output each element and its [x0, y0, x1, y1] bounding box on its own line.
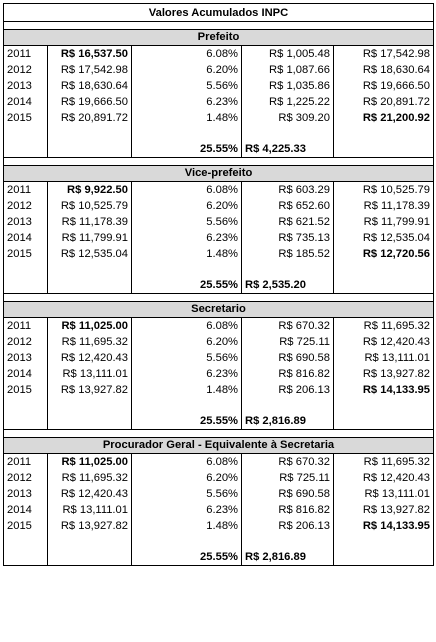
- base-value-cell: R$ 17,542.98: [48, 62, 132, 78]
- percent-cell: 6.08%: [132, 454, 242, 471]
- final-value-cell: R$ 19,666.50: [334, 78, 434, 94]
- table-row: [4, 110, 434, 126]
- blank-cell: [4, 534, 48, 548]
- year-cell: 2015: [4, 110, 48, 126]
- section-separator: [4, 158, 434, 166]
- table-row: [4, 318, 434, 335]
- percent-cell: 6.20%: [132, 62, 242, 78]
- increase-cell: R$ 725.11: [242, 334, 334, 350]
- blank-cell: [242, 262, 334, 276]
- base-value-cell: R$ 11,025.00: [48, 454, 132, 471]
- base-value-cell: R$ 13,927.82: [48, 382, 132, 398]
- blank-row: [4, 262, 434, 276]
- base-value-cell: R$ 11,799.91: [48, 230, 132, 246]
- increase-cell: R$ 206.13: [242, 518, 334, 534]
- blank-cell: [48, 534, 132, 548]
- base-value-cell: R$ 13,111.01: [48, 366, 132, 382]
- year-cell: 2012: [4, 334, 48, 350]
- base-value-cell: R$ 11,695.32: [48, 470, 132, 486]
- increase-cell: R$ 816.82: [242, 502, 334, 518]
- percent-cell: 6.23%: [132, 94, 242, 110]
- table-body: [4, 4, 434, 566]
- table-row: [4, 198, 434, 214]
- blank-cell: [4, 276, 48, 294]
- percent-cell: 1.48%: [132, 382, 242, 398]
- total-percent: 25.55%: [132, 140, 242, 158]
- table-row: [4, 382, 434, 398]
- year-cell: 2014: [4, 94, 48, 110]
- table-row: [4, 334, 434, 350]
- total-percent: 25.55%: [132, 548, 242, 566]
- blank-row: [4, 398, 434, 412]
- blank-cell: [242, 534, 334, 548]
- year-cell: 2013: [4, 214, 48, 230]
- base-value-cell: R$ 13,111.01: [48, 502, 132, 518]
- blank-cell: [334, 262, 434, 276]
- spreadsheet: [3, 3, 433, 566]
- blank-cell: [4, 262, 48, 276]
- table-row: [4, 94, 434, 110]
- final-value-cell: R$ 11,799.91: [334, 214, 434, 230]
- increase-cell: R$ 185.52: [242, 246, 334, 262]
- final-value-cell: R$ 12,420.43: [334, 334, 434, 350]
- blank-cell: [334, 126, 434, 140]
- base-value-cell: R$ 12,535.04: [48, 246, 132, 262]
- base-value-cell: R$ 20,891.72: [48, 110, 132, 126]
- blank-cell: [48, 262, 132, 276]
- final-value-cell: R$ 13,111.01: [334, 486, 434, 502]
- table-row: [4, 246, 434, 262]
- percent-cell: 5.56%: [132, 214, 242, 230]
- year-cell: 2014: [4, 366, 48, 382]
- blank-cell: [4, 412, 48, 430]
- blank-cell: [334, 548, 434, 566]
- total-row: [4, 140, 434, 158]
- table-row: [4, 502, 434, 518]
- separator-cell: [4, 22, 434, 30]
- total-value: R$ 4,225.33: [242, 140, 334, 158]
- final-value-cell: R$ 11,695.32: [334, 454, 434, 471]
- base-value-cell: R$ 12,420.43: [48, 350, 132, 366]
- percent-cell: 6.23%: [132, 502, 242, 518]
- percent-cell: 6.20%: [132, 334, 242, 350]
- section-header: [4, 30, 434, 46]
- percent-cell: 6.20%: [132, 470, 242, 486]
- blank-cell: [132, 534, 242, 548]
- blank-cell: [334, 276, 434, 294]
- blank-cell: [132, 262, 242, 276]
- final-value-cell: R$ 17,542.98: [334, 46, 434, 63]
- year-cell: 2014: [4, 230, 48, 246]
- blank-cell: [4, 398, 48, 412]
- increase-cell: R$ 1,035.86: [242, 78, 334, 94]
- table-row: [4, 486, 434, 502]
- blank-cell: [132, 398, 242, 412]
- section-separator: [4, 294, 434, 302]
- table-row: [4, 454, 434, 471]
- final-value-cell: R$ 18,630.64: [334, 62, 434, 78]
- year-cell: 2012: [4, 198, 48, 214]
- percent-cell: 6.20%: [132, 198, 242, 214]
- total-row: [4, 276, 434, 294]
- increase-cell: R$ 1,087.66: [242, 62, 334, 78]
- separator-cell: [4, 430, 434, 438]
- increase-cell: R$ 690.58: [242, 486, 334, 502]
- base-value-cell: R$ 11,025.00: [48, 318, 132, 335]
- blank-cell: [334, 534, 434, 548]
- blank-cell: [4, 126, 48, 140]
- increase-cell: R$ 670.32: [242, 318, 334, 335]
- blank-cell: [48, 140, 132, 158]
- section-title: Secretario: [4, 302, 434, 318]
- base-value-cell: R$ 9,922.50: [48, 182, 132, 199]
- year-cell: 2014: [4, 502, 48, 518]
- percent-cell: 1.48%: [132, 518, 242, 534]
- percent-cell: 6.08%: [132, 46, 242, 63]
- table-row: [4, 182, 434, 199]
- title-row: [4, 4, 434, 22]
- total-row: [4, 548, 434, 566]
- final-value-cell: R$ 11,695.32: [334, 318, 434, 335]
- final-value-cell: R$ 13,927.82: [334, 502, 434, 518]
- base-value-cell: R$ 12,420.43: [48, 486, 132, 502]
- final-value-cell: R$ 13,111.01: [334, 350, 434, 366]
- increase-cell: R$ 603.29: [242, 182, 334, 199]
- blank-cell: [48, 276, 132, 294]
- final-value-cell: R$ 10,525.79: [334, 182, 434, 199]
- percent-cell: 1.48%: [132, 246, 242, 262]
- increase-cell: R$ 206.13: [242, 382, 334, 398]
- percent-cell: 5.56%: [132, 350, 242, 366]
- blank-row: [4, 126, 434, 140]
- table-row: [4, 78, 434, 94]
- blank-cell: [48, 398, 132, 412]
- year-cell: 2012: [4, 62, 48, 78]
- table-row: [4, 46, 434, 63]
- final-value-cell: R$ 11,178.39: [334, 198, 434, 214]
- year-cell: 2011: [4, 182, 48, 199]
- final-value-cell: R$ 12,720.56: [334, 246, 434, 262]
- base-value-cell: R$ 19,666.50: [48, 94, 132, 110]
- total-percent: 25.55%: [132, 412, 242, 430]
- blank-cell: [334, 398, 434, 412]
- base-value-cell: R$ 18,630.64: [48, 78, 132, 94]
- section-header: [4, 166, 434, 182]
- inpc-table: [3, 3, 434, 566]
- year-cell: 2013: [4, 350, 48, 366]
- section-separator: [4, 430, 434, 438]
- blank-cell: [334, 140, 434, 158]
- percent-cell: 6.23%: [132, 366, 242, 382]
- percent-cell: 5.56%: [132, 78, 242, 94]
- blank-cell: [334, 412, 434, 430]
- increase-cell: R$ 725.11: [242, 470, 334, 486]
- total-value: R$ 2,816.89: [242, 412, 334, 430]
- table-row: [4, 214, 434, 230]
- blank-cell: [48, 548, 132, 566]
- blank-cell: [48, 412, 132, 430]
- table-row: [4, 230, 434, 246]
- percent-cell: 6.23%: [132, 230, 242, 246]
- increase-cell: R$ 670.32: [242, 454, 334, 471]
- blank-cell: [48, 126, 132, 140]
- blank-cell: [242, 126, 334, 140]
- total-value: R$ 2,816.89: [242, 548, 334, 566]
- base-value-cell: R$ 11,695.32: [48, 334, 132, 350]
- percent-cell: 5.56%: [132, 486, 242, 502]
- base-value-cell: R$ 11,178.39: [48, 214, 132, 230]
- separator-cell: [4, 294, 434, 302]
- increase-cell: R$ 1,225.22: [242, 94, 334, 110]
- blank-cell: [242, 398, 334, 412]
- total-row: [4, 412, 434, 430]
- year-cell: 2015: [4, 518, 48, 534]
- section-title: Procurador Geral - Equivalente à Secretaria: [4, 438, 434, 454]
- year-cell: 2011: [4, 46, 48, 63]
- year-cell: 2012: [4, 470, 48, 486]
- section-title: Vice-prefeito: [4, 166, 434, 182]
- blank-cell: [132, 126, 242, 140]
- increase-cell: R$ 621.52: [242, 214, 334, 230]
- final-value-cell: R$ 12,420.43: [334, 470, 434, 486]
- final-value-cell: R$ 13,927.82: [334, 366, 434, 382]
- year-cell: 2013: [4, 78, 48, 94]
- separator-cell: [4, 158, 434, 166]
- final-value-cell: R$ 14,133.95: [334, 382, 434, 398]
- total-percent: 25.55%: [132, 276, 242, 294]
- final-value-cell: R$ 21,200.92: [334, 110, 434, 126]
- sheet-title: Valores Acumulados INPC: [4, 4, 434, 22]
- base-value-cell: R$ 16,537.50: [48, 46, 132, 63]
- blank-cell: [4, 548, 48, 566]
- increase-cell: R$ 1,005.48: [242, 46, 334, 63]
- table-row: [4, 470, 434, 486]
- percent-cell: 1.48%: [132, 110, 242, 126]
- increase-cell: R$ 735.13: [242, 230, 334, 246]
- increase-cell: R$ 816.82: [242, 366, 334, 382]
- year-cell: 2011: [4, 454, 48, 471]
- year-cell: 2015: [4, 382, 48, 398]
- percent-cell: 6.08%: [132, 318, 242, 335]
- blank-cell: [4, 140, 48, 158]
- percent-cell: 6.08%: [132, 182, 242, 199]
- table-row: [4, 366, 434, 382]
- table-row: [4, 350, 434, 366]
- year-cell: 2015: [4, 246, 48, 262]
- table-row: [4, 62, 434, 78]
- section-header: [4, 438, 434, 454]
- final-value-cell: R$ 12,535.04: [334, 230, 434, 246]
- section-separator: [4, 22, 434, 30]
- final-value-cell: R$ 14,133.95: [334, 518, 434, 534]
- final-value-cell: R$ 20,891.72: [334, 94, 434, 110]
- section-title: Prefeito: [4, 30, 434, 46]
- base-value-cell: R$ 13,927.82: [48, 518, 132, 534]
- blank-row: [4, 534, 434, 548]
- year-cell: 2013: [4, 486, 48, 502]
- year-cell: 2011: [4, 318, 48, 335]
- table-row: [4, 518, 434, 534]
- increase-cell: R$ 309.20: [242, 110, 334, 126]
- base-value-cell: R$ 10,525.79: [48, 198, 132, 214]
- increase-cell: R$ 652.60: [242, 198, 334, 214]
- increase-cell: R$ 690.58: [242, 350, 334, 366]
- total-value: R$ 2,535.20: [242, 276, 334, 294]
- section-header: [4, 302, 434, 318]
